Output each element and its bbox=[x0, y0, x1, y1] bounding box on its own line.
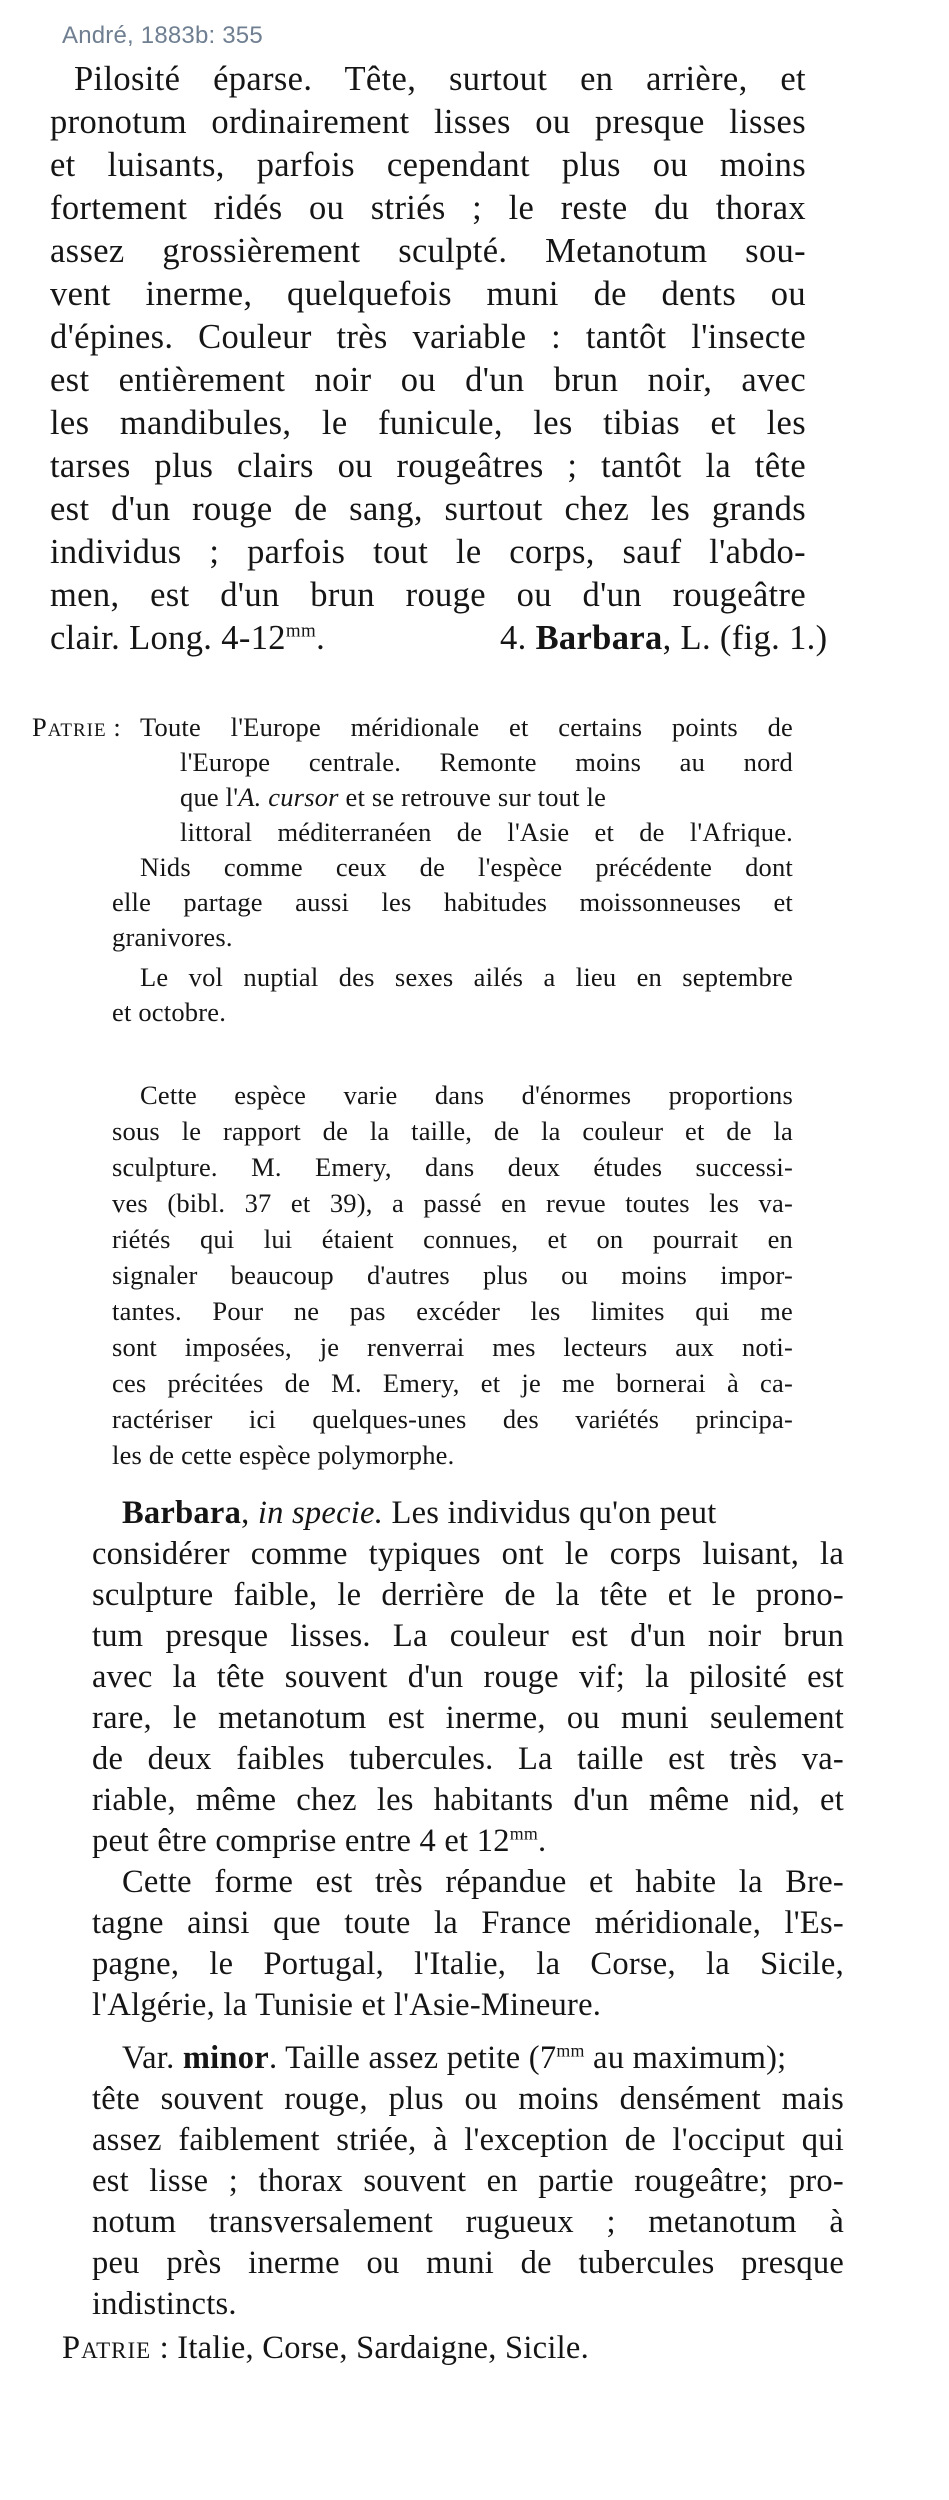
species-author: , L. (fig. 1.) bbox=[662, 619, 828, 657]
form-heading-line bbox=[122, 1495, 717, 1532]
text-line: indistincts. bbox=[92, 2286, 237, 2322]
text-line: pronotum ordinairement lisses ou presque lisses bbox=[50, 103, 806, 141]
text-line: tum presque lisses. La couleur est d'un noir brun bbox=[92, 1618, 844, 1654]
text-line: pagne, le Portugal, l'Italie, la Corse, la Sicile, bbox=[92, 1946, 844, 1982]
text-span: . bbox=[538, 1823, 547, 1859]
text-line: sculpture. M. Emery, dans deux études successi- bbox=[112, 1152, 793, 1182]
form-qualifier: in specie. bbox=[257, 1495, 384, 1531]
species-heading bbox=[500, 619, 828, 658]
variety-heading-line bbox=[122, 2040, 844, 2077]
text-line: notum transversalement rugueux ; metanotum à bbox=[92, 2204, 844, 2240]
text-line: l'Algérie, la Tunisie et l'Asie-Mineure. bbox=[92, 1987, 602, 2023]
text-span: au maximum); bbox=[584, 2040, 787, 2076]
text-line: signaler beaucoup d'autres plus ou moins impor- bbox=[112, 1260, 793, 1290]
unit-superscript: mm bbox=[285, 620, 317, 642]
text-line: individus ; parfois tout le corps, sauf l'abdo- bbox=[50, 533, 806, 571]
text-line: est entièrement noir ou d'un brun noir, avec bbox=[50, 361, 806, 399]
text-line: littoral méditerranéen de l'Asie et de l'Afrique. bbox=[180, 817, 793, 847]
species-name: Barbara bbox=[535, 619, 663, 657]
text-span: Var. bbox=[122, 2040, 183, 2076]
text-line: peu près inerme ou muni de tubercules presque bbox=[92, 2245, 844, 2281]
text-line: Le vol nuptial des sexes ailés a lieu en septembre bbox=[140, 962, 793, 992]
text-line: Nids comme ceux de l'espèce précédente dont bbox=[140, 852, 793, 882]
text-line: riétés qui lui étaient connues, et on pourrait en bbox=[112, 1224, 793, 1254]
text-line: sont imposées, je renverrai mes lecteurs aux noti- bbox=[112, 1332, 793, 1362]
text-line: les mandibules, le funicule, les tibias et les bbox=[50, 404, 806, 442]
text-line: et octobre. bbox=[112, 997, 227, 1027]
text-line: Cette espèce varie dans d'énormes proportions bbox=[140, 1080, 793, 1110]
text-line: tagne ainsi que toute la France méridionale, l'Es- bbox=[92, 1905, 844, 1941]
text-line: sous le rapport de la taille, de la couleur et de la bbox=[112, 1116, 793, 1146]
patrie-colon: : bbox=[151, 2330, 178, 2366]
citation-label: André, 1883b: 355 bbox=[62, 22, 263, 49]
text-line: granivores. bbox=[112, 922, 233, 952]
text-line: et luisants, parfois cependant plus ou moins bbox=[50, 146, 806, 184]
patrie-colon: : bbox=[106, 712, 121, 742]
unit-superscript: mm bbox=[556, 2040, 585, 2061]
text-line: elle partage aussi les habitudes moissonneuses et bbox=[112, 887, 793, 917]
unit-superscript: mm bbox=[509, 1823, 538, 1844]
text-span: peut être comprise entre 4 et 12 bbox=[92, 1823, 510, 1859]
species-number: 4. bbox=[500, 619, 527, 657]
text-line: les de cette espèce polymorphe. bbox=[112, 1440, 455, 1470]
text-line: d'épines. Couleur très variable : tantôt l'insecte bbox=[50, 318, 806, 356]
text-line: ves (bibl. 37 et 39), a passé en revue toutes les va- bbox=[112, 1188, 793, 1218]
text-line bbox=[180, 782, 606, 813]
distribution-line bbox=[62, 2330, 589, 2367]
text-line: ces précitées de M. Emery, et je me bornerai à ca- bbox=[112, 1368, 793, 1398]
text-line: l'Europe centrale. Remonte moins au nord bbox=[180, 747, 793, 777]
text-line: ractériser ici quelques-unes des variétés principa- bbox=[112, 1404, 793, 1434]
length-line bbox=[50, 619, 325, 658]
text-span: et se retrouve sur tout le bbox=[338, 782, 607, 812]
text-line: considérer comme typiques ont le corps luisant, la bbox=[92, 1536, 844, 1572]
text-line: tarses plus clairs ou rougeâtres ; tantôt la tête bbox=[50, 447, 806, 485]
patrie-label: Patrie bbox=[32, 712, 107, 742]
text-span: que l' bbox=[180, 782, 239, 812]
text-line: fortement ridés ou striés ; le reste du thorax bbox=[50, 189, 806, 227]
patrie-label: Patrie bbox=[62, 2330, 152, 2366]
text-line: est d'un rouge de sang, surtout chez les grands bbox=[50, 490, 806, 528]
size-line bbox=[92, 1823, 546, 1860]
text-line: sculpture faible, le derrière de la tête et le prono- bbox=[92, 1577, 844, 1613]
text-line: vent inerme, quelquefois muni de dents ou bbox=[50, 275, 806, 313]
text-line: Toute l'Europe méridionale et certains points de bbox=[140, 712, 793, 742]
patrie-line bbox=[32, 712, 121, 743]
text-line: riable, même chez les habitants d'un même nid, et bbox=[92, 1782, 844, 1818]
text-line: Cette forme est très répandue et habite la Bre- bbox=[122, 1864, 844, 1900]
form-name: Barbara bbox=[122, 1495, 242, 1531]
text-span: . Taille assez petite (7 bbox=[268, 2040, 557, 2076]
text-line: rare, le metanotum est inerme, ou muni seulement bbox=[92, 1700, 844, 1736]
text-line: tête souvent rouge, plus ou moins densément mais bbox=[92, 2081, 844, 2117]
text-line: assez faiblement striée, à l'exception de l'occiput qui bbox=[92, 2122, 844, 2158]
text-line: est lisse ; thorax souvent en partie rougeâtre; pro- bbox=[92, 2163, 844, 2199]
length-text: clair. Long. 4-12 bbox=[50, 619, 286, 657]
species-reference: A. cursor bbox=[238, 782, 339, 812]
text-line: de deux faibles tubercules. La taille est très va- bbox=[92, 1741, 844, 1777]
text-line: assez grossièrement sculpté. Metanotum sou- bbox=[50, 232, 806, 270]
variety-name: minor bbox=[182, 2040, 269, 2076]
text-line: tantes. Pour ne pas excéder les limites qui me bbox=[112, 1296, 793, 1326]
text-line: men, est d'un brun rouge ou d'un rougeâtre bbox=[50, 576, 806, 614]
length-period: . bbox=[316, 619, 326, 657]
text-span: Les individus qu'on peut bbox=[383, 1495, 717, 1531]
text-span: , bbox=[241, 1495, 258, 1531]
text-line: Pilosité éparse. Tête, surtout en arrière, et bbox=[74, 60, 806, 98]
text-line: avec la tête souvent d'un rouge vif; la pilosité est bbox=[92, 1659, 844, 1695]
patrie-text: Italie, Corse, Sardaigne, Sicile. bbox=[177, 2330, 589, 2366]
